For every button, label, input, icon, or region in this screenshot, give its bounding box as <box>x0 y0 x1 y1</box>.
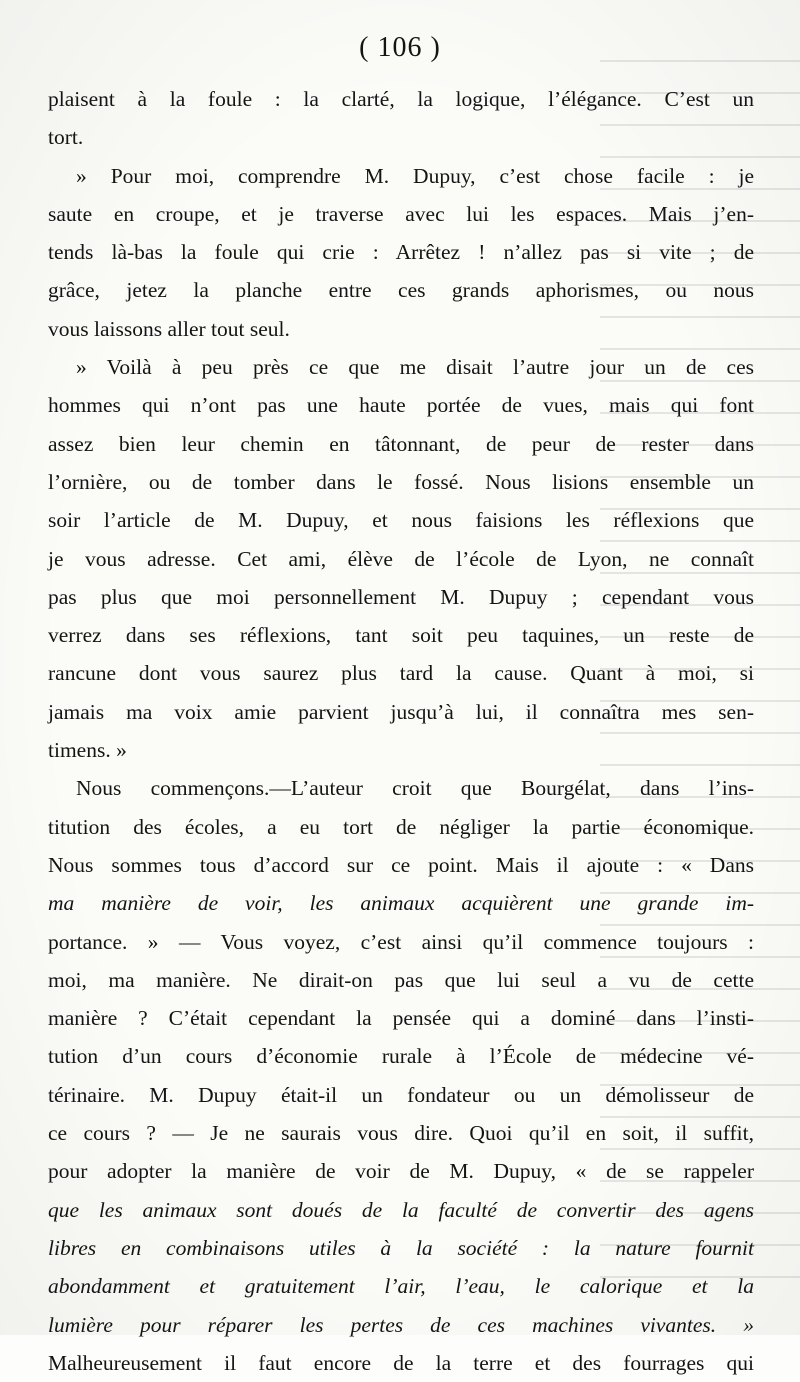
text-line: timens. » <box>48 738 127 763</box>
text-line: Malheureusement il faut encore de la terre et des fourrages qui <box>48 1350 754 1375</box>
text-line: lumière pour réparer les pertes de ces machines vivantes. » <box>48 1312 754 1337</box>
text-line: tution d’un cours d’économie rurale à l’École de médecine vé- <box>48 1044 754 1069</box>
text-line: abondamment et gratuitement l’air, l’eau, le calorique et la <box>48 1274 754 1299</box>
text-line: térinaire. M. Dupuy était-il un fondateur ou un démolisseur de <box>48 1082 754 1107</box>
text-line: titution des écoles, a eu tort de négliger la partie économique. <box>48 814 754 839</box>
text-line: Nous sommes tous d’accord sur ce point. Mais il ajoute : « Dans <box>48 852 754 877</box>
text-line: » Pour moi, comprendre M. Dupuy, c’est chose facile : je <box>76 163 754 188</box>
text-line: grâce, jetez la planche entre ces grands aphorismes, ou nous <box>48 278 754 303</box>
text-line: jamais ma voix amie parvient jusqu’à lui, il connaîtra mes sen- <box>48 699 754 724</box>
text-line: soir l’article de M. Dupuy, et nous faisions les réflexions que <box>48 508 754 533</box>
text-line: Nous commençons.—L’auteur croit que Bourgélat, dans l’ins- <box>76 776 754 801</box>
text-line: pour adopter la manière de voir de M. Dupuy, « de se rappeler <box>48 1159 754 1184</box>
text-line: l’ornière, ou de tomber dans le fossé. Nous lisions ensemble un <box>48 469 754 494</box>
body-text <box>48 80 754 1382</box>
text-line: assez bien leur chemin en tâtonnant, de peur de rester dans <box>48 431 754 456</box>
text-line: vous laissons aller tout seul. <box>48 316 290 341</box>
text-line: moi, ma manière. Ne dirait-on pas que lui seul a vu de cette <box>48 967 754 992</box>
text-line: pas plus que moi personnellement M. Dupuy ; cependant vous <box>48 584 754 609</box>
text-line: libres en combinaisons utiles à la société : la nature fournit <box>48 1235 754 1260</box>
text-line: ce cours ? — Je ne saurais vous dire. Quoi qu’il en soit, il suffit, <box>48 1121 754 1146</box>
text-line: verrez dans ses réflexions, tant soit peu taquines, un reste de <box>48 623 754 648</box>
text-line: je vous adresse. Cet ami, élève de l’école de Lyon, ne connaît <box>48 546 754 571</box>
page-number: ( 106 ) <box>359 32 441 63</box>
text-line: plaisent à la foule : la clarté, la logique, l’élégance. C’est un <box>48 87 754 111</box>
text-line: rancune dont vous saurez plus tard la cause. Quant à moi, si <box>48 661 754 686</box>
text-line: ma manière de voir, les animaux acquièrent une grande im- <box>48 891 754 916</box>
text-line: tort. <box>48 125 84 150</box>
text-line: hommes qui n’ont pas une haute portée de vues, mais qui font <box>48 393 754 418</box>
text-line: » Voilà à peu près ce que me disait l’autre jour un de ces <box>76 355 754 380</box>
text-line: tends là-bas la foule qui crie : Arrêtez ! n’allez pas si vite ; de <box>48 240 754 265</box>
text-line: saute en croupe, et je traverse avec lui les espaces. Mais j’en- <box>48 201 754 226</box>
text-line: portance. » — Vous voyez, c’est ainsi qu’il commence toujours : <box>48 929 754 954</box>
text-line: que les animaux sont doués de la faculté de convertir des agens <box>48 1197 754 1222</box>
text-line: manière ? C’était cependant la pensée qui a dominé dans l’insti- <box>48 1006 754 1031</box>
